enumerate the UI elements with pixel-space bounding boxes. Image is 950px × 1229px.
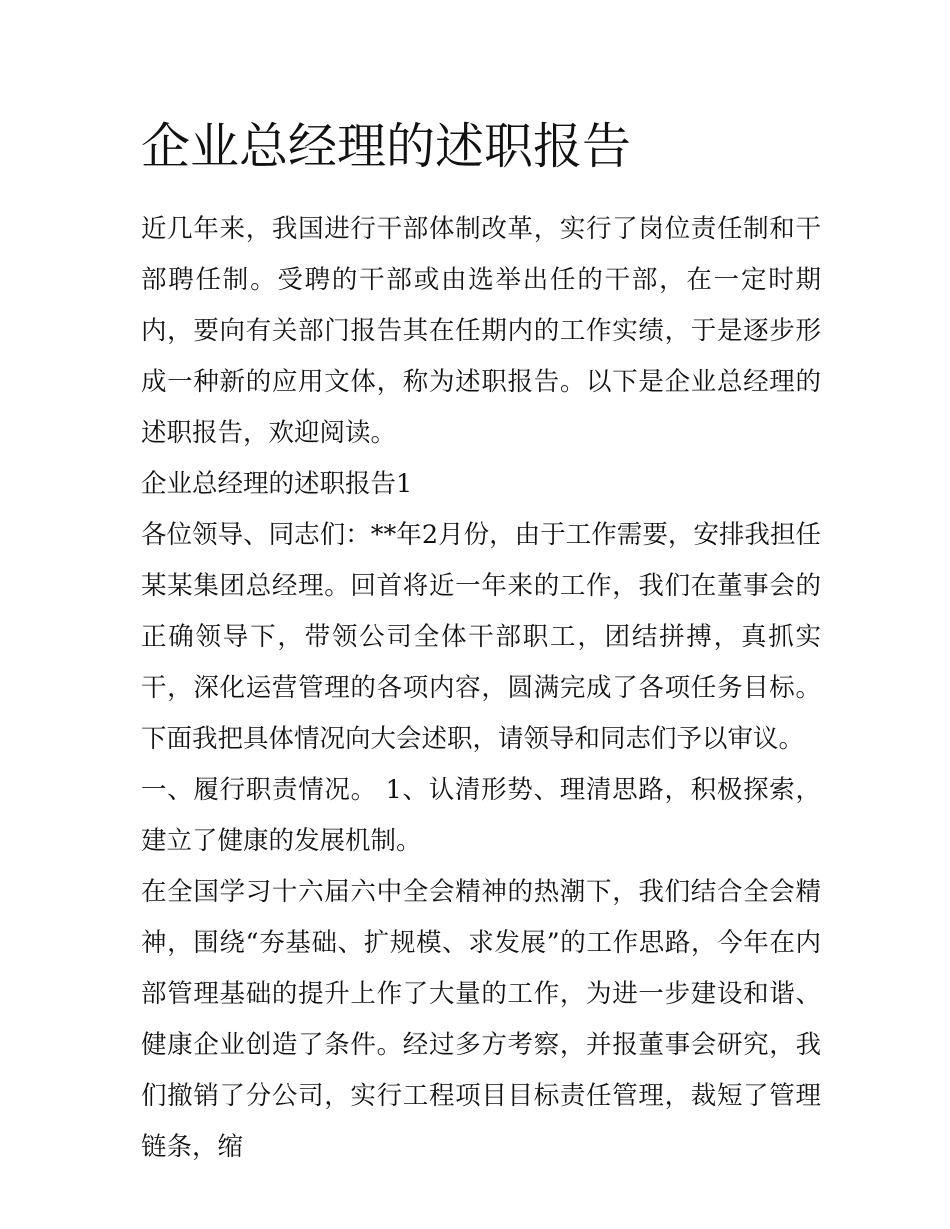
document-title: 企业总经理的述职报告	[141, 118, 632, 175]
body-paragraph-3: 在全国学习十六届六中全会精神的热潮下，我们结合全会精神，围绕“夯基础、扩规模、求发展”的工作思路，今年在内部管理基础的提升上作了大量的工作，为进一步建设和谐、健康企业创造了条件。经过多方考察，并报董事会研究，我们撤销了分公司，实行工程项目目标责任管理，裁短了管理链条，缩	[141, 877, 821, 1162]
body-paragraph-1: 各位领导、同志们：**年2月份，由于工作需要，安排我担任某某集团总经理。回首将近一年来的工作，我们在董事会的正确领导下，带领公司全体干部职工，团结拼搏，真抓实干，深化运营管理的各项内容，圆满完成了各项任务目标。下面我把具体情况向大会述职，请领导和同志们予以审议。	[141, 520, 821, 754]
body-paragraph-2: 一、履行职责情况。 1、认清形势、理清思路，积极探索，建立了健康的发展机制。	[141, 775, 821, 856]
intro-paragraph: 近几年来，我国进行干部体制改革，实行了岗位责任制和干部聘任制。受聘的干部或由选举出任的干部，在一定时期内，要向有关部门报告其在任期内的工作实绩，于是逐步形成一种新的应用文体，称为述职报告。以下是企业总经理的述职报告，欢迎阅读。	[141, 214, 821, 448]
document-body	[141, 112, 821, 1173]
section-heading: 企业总经理的述职报告1	[141, 469, 413, 499]
